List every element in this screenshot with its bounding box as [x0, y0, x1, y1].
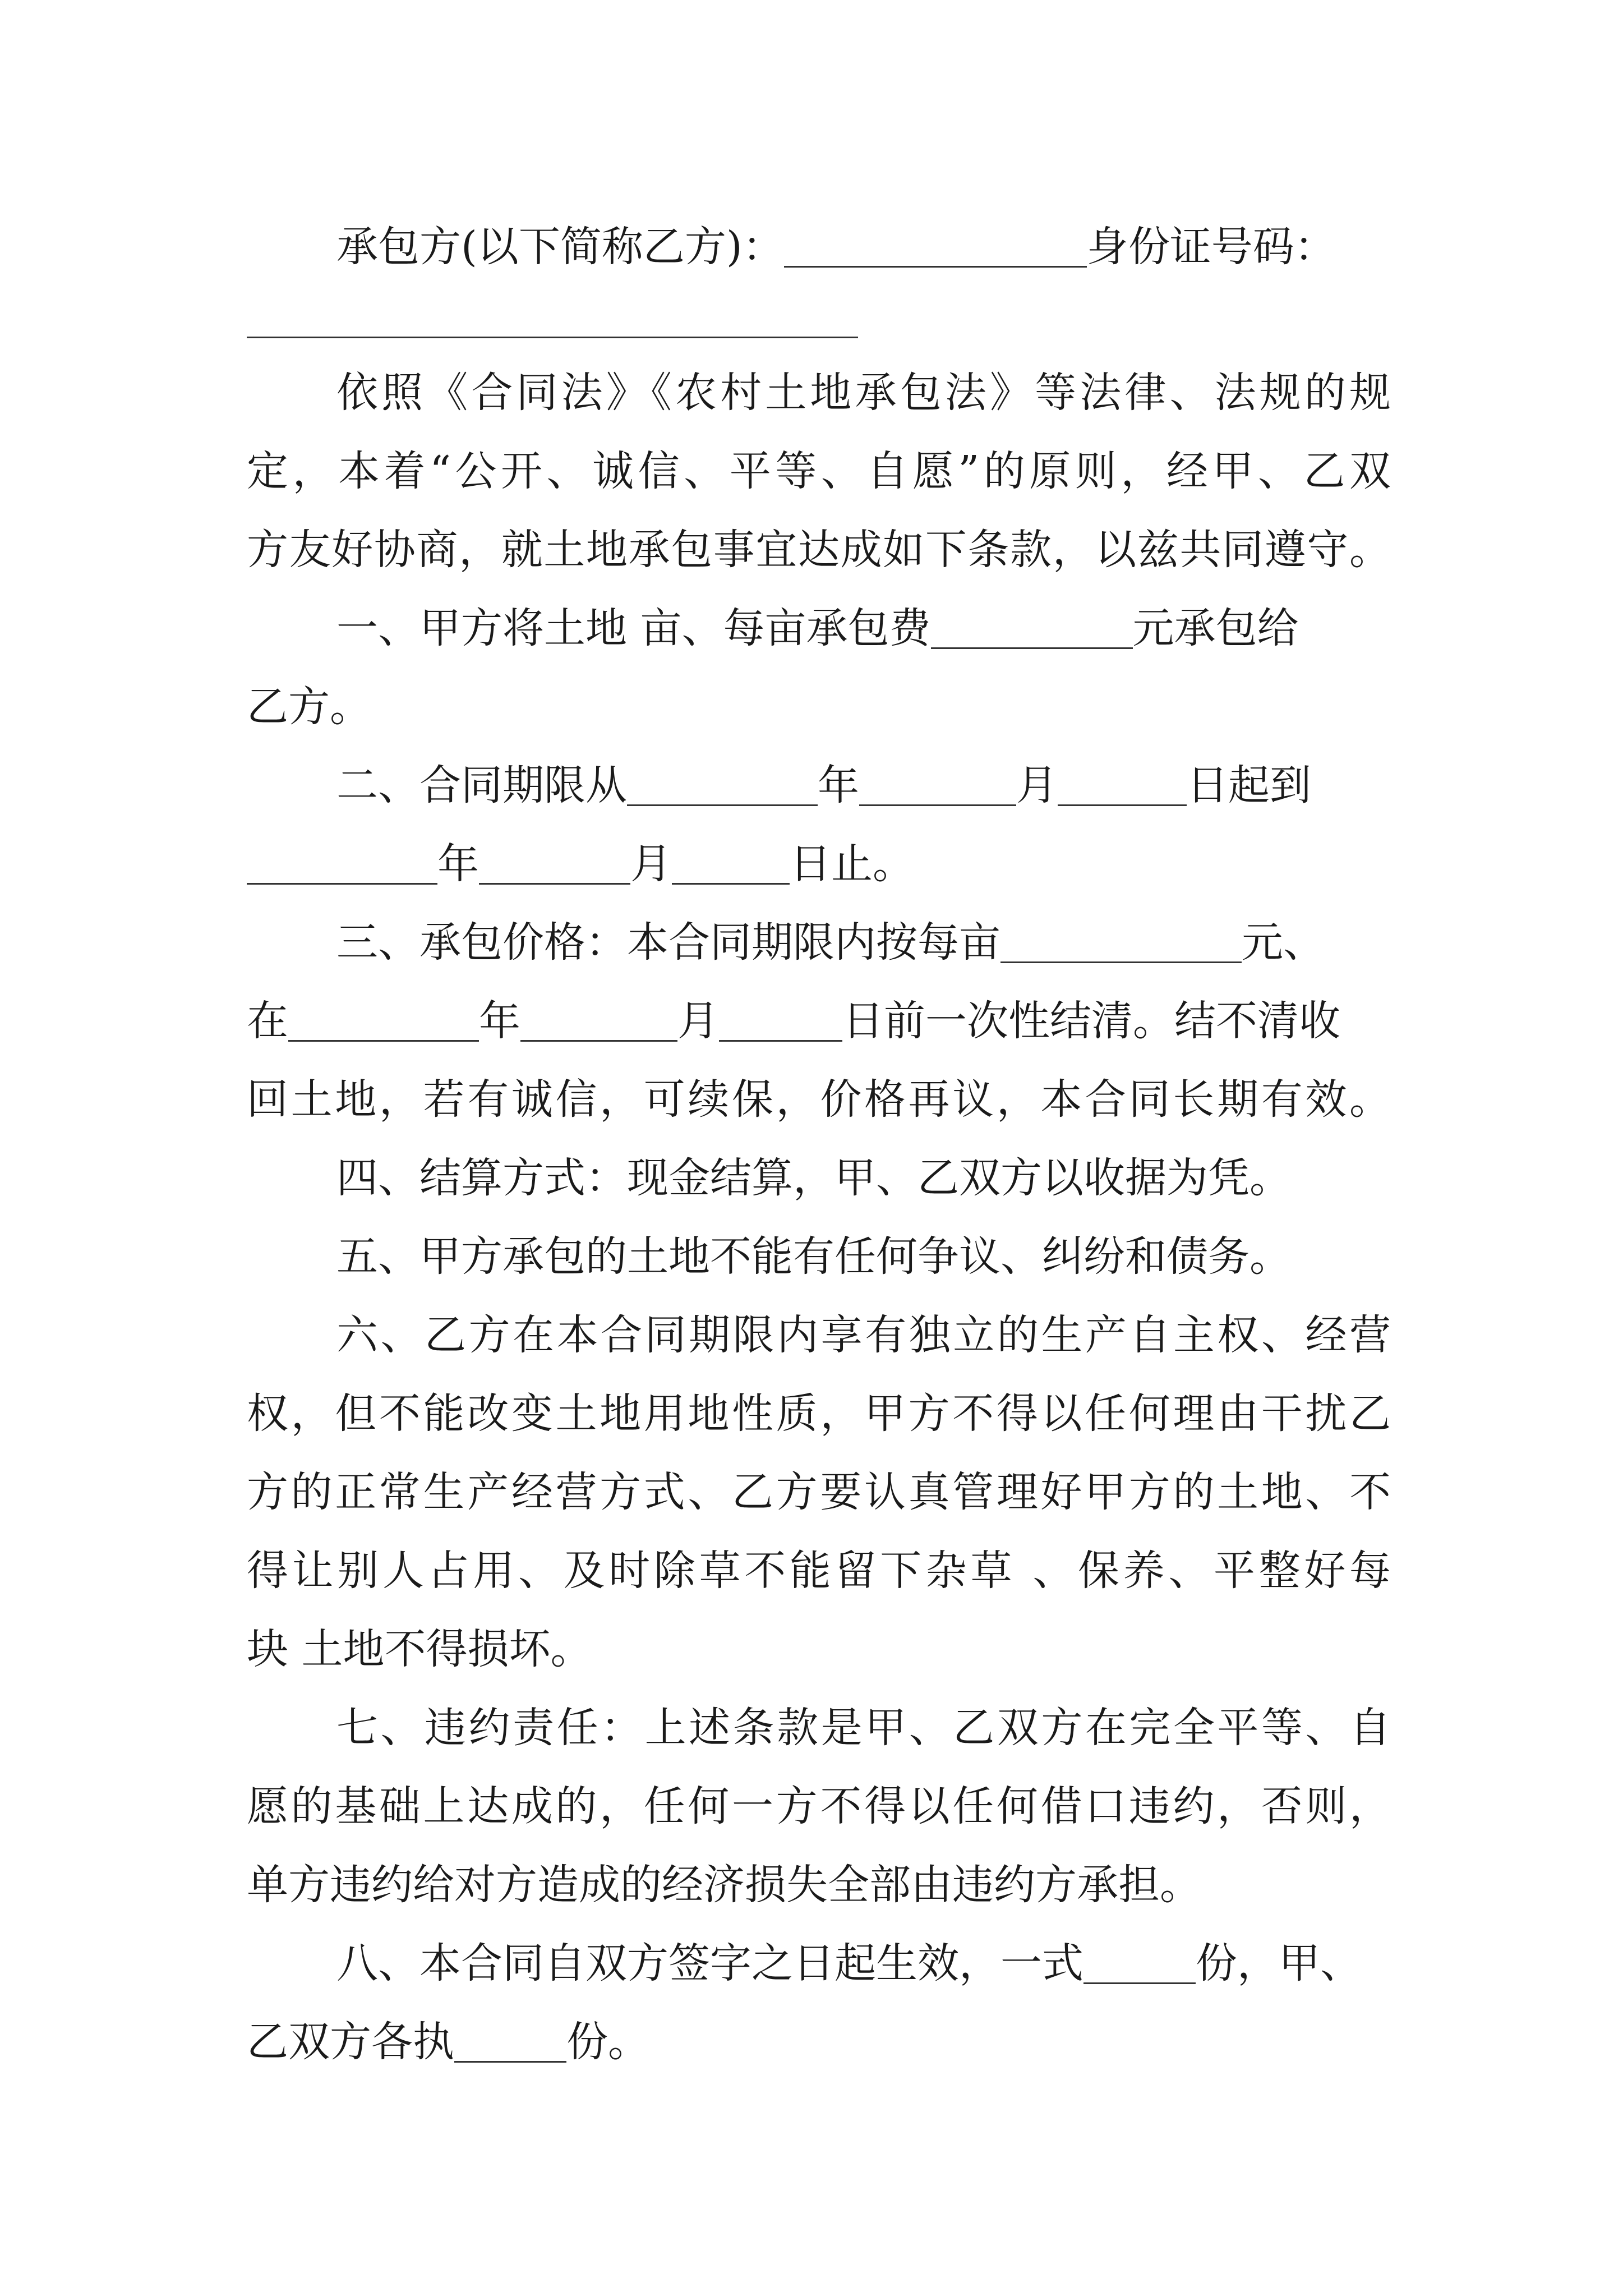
end-year-unit: 年 [437, 840, 479, 888]
clause-6-line-2: 权，但不能改变土地用地性质，甲方不得以任何理由干扰乙 [247, 1389, 1391, 1438]
clause-3-line-2 [247, 987, 1391, 1055]
intro-line-2: 定，本着“公开、诚信、平等、自愿”的原则，经甲、乙双 [247, 447, 1391, 495]
clause-6-line-3: 方的正常生产经营方式、乙方要认真管理好甲方的土地、不 [247, 1468, 1391, 1516]
clause-6-line-4: 得让别人占用、及时除草不能留下杂草 、保养、平整好每 [247, 1547, 1391, 1595]
clause-2-text: 二、合同期限从 [336, 761, 627, 809]
start-day-unit: 日起到 [1187, 761, 1311, 809]
end-day-unit: 日止。 [790, 840, 914, 888]
clause-8-line-2 [247, 2008, 1391, 2076]
start-month-blank[interactable] [859, 762, 1016, 806]
clause-4: 四、结算方式：现金结算，甲、乙双方以收据为凭。 [336, 1154, 1291, 1202]
clause-8-text: 八、本合同自双方签字之日起生效，一式 [336, 1939, 1083, 1987]
clause-8-each: 乙双方各执 [247, 2018, 454, 2066]
end-day-blank[interactable] [672, 840, 790, 885]
end-month-unit: 月 [630, 840, 672, 888]
party-b-line [336, 213, 1391, 280]
pay-year-unit: 年 [479, 997, 520, 1045]
start-month-unit: 月 [1016, 761, 1058, 809]
clause-3-line-3: 回土地，若有诚信，可续保，价格再议，本合同长期有效。 [247, 1075, 1391, 1124]
clause-6-line-1: 六、乙方在本合同期限内享有独立的生产自主权、经营 [336, 1311, 1391, 1359]
clause-8-line-1 [336, 1930, 1391, 1997]
clause-3-line-1 [336, 909, 1391, 976]
id-number-blank[interactable] [247, 337, 858, 338]
intro-line-1: 依照《合同法》《农村土地承包法》等法律、法规的规 [336, 369, 1391, 417]
end-year-blank[interactable] [247, 840, 437, 885]
clause-1-text-2: 元承包给 [1132, 604, 1299, 652]
fee-per-mu-blank[interactable] [931, 605, 1133, 649]
pay-month-blank[interactable] [520, 997, 677, 1042]
clause-3-text: 三、承包价格：本合同期限内按每亩 [336, 918, 1000, 967]
clause-7-line-1: 七、违约责任：上述条款是甲、乙双方在完全平等、自 [336, 1704, 1391, 1752]
clause-7-line-2: 愿的基础上达成的，任何一方不得以任何借口违约，否则， [247, 1782, 1391, 1830]
copies-total-blank[interactable] [1083, 1940, 1196, 1984]
party-b-name-blank[interactable] [784, 223, 1087, 268]
clause-6-line-5: 块 土地不得损坏。 [247, 1625, 592, 1673]
pay-year-blank[interactable] [288, 997, 479, 1042]
pay-day-blank[interactable] [719, 997, 842, 1042]
clause-7-line-3: 单方违约给对方造成的经济损失全部由违约方承担。 [247, 1861, 1201, 1909]
clause-2-line-2 [247, 830, 1391, 898]
start-year-unit: 年 [818, 761, 859, 809]
clause-2-line-1 [336, 752, 1391, 819]
clause-1-line-1 [336, 595, 1391, 662]
clause-1-line-2: 乙方。 [247, 683, 371, 731]
clause-3-in: 在 [247, 997, 288, 1045]
intro-line-3: 方友好协商，就土地承包事宜达成如下条款，以兹共同遵守。 [247, 526, 1391, 574]
clause-1-text: 一、甲方将土地 亩、每亩承包费 [336, 604, 931, 652]
clause-3-unit: 元、 [1242, 918, 1325, 967]
start-day-blank[interactable] [1058, 762, 1187, 806]
end-month-blank[interactable] [479, 840, 630, 885]
clause-5: 五、甲方承包的土地不能有任何争议、纠纷和债务。 [336, 1232, 1291, 1281]
pay-day-text: 日前一次性结清。结不清收 [842, 997, 1340, 1045]
clause-8-text-2: 份，甲、 [1196, 1939, 1362, 1987]
pay-month-unit: 月 [677, 997, 719, 1045]
id-number-label: 身份证号码： [1086, 223, 1336, 271]
clause-8-end: 份。 [566, 2018, 649, 2066]
copies-each-blank[interactable] [454, 2018, 566, 2063]
price-per-mu-blank[interactable] [1000, 919, 1242, 963]
start-year-blank[interactable] [627, 762, 818, 806]
party-b-label: 承包方(以下简称乙方)： [336, 223, 784, 271]
